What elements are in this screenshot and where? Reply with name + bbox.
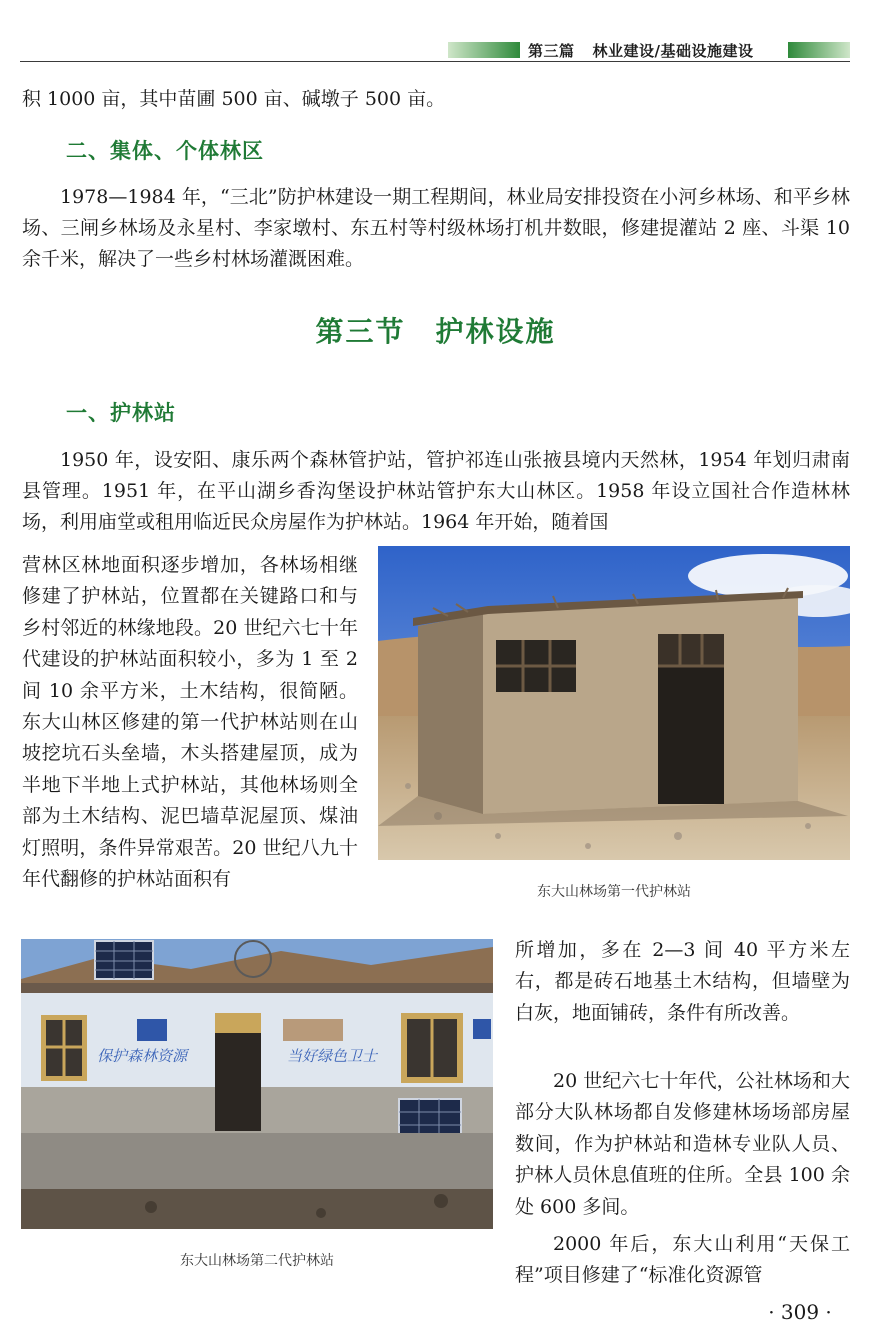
paragraph-station-history: 1950 年，设安阳、康乐两个森林管护站，管护祁连山张掖县境内天然林，1954 年划归肃南县管理。1951 年，在平山湖乡香沟堡设护林站管护东大山林区。1958 年设立国社合作造林林场，利用庙堂或租用临近民众房屋作为护林站。1964 年开始，随着国 bbox=[22, 449, 850, 533]
photo-second-generation-station bbox=[21, 939, 493, 1229]
running-header bbox=[20, 38, 850, 62]
section-body-collective: 1978—1984 年，“三北”防护林建设一期工程期间，林业局安排投资在小河乡林场、和平乡林场、三闸乡林场及永星村、李家墩村、东五村等村级林场打机井数眼，修建提灌站 2 座、斗渠 10 余千米，解决了一些乡村林场灌溉困难。 bbox=[22, 186, 850, 270]
wall-slogan-right: 当好绿色卫士 bbox=[287, 1047, 378, 1065]
photo-first-station-drawing bbox=[378, 546, 850, 860]
header-accent-bar-left bbox=[448, 42, 520, 58]
solar-panel-ground-icon bbox=[399, 1099, 461, 1137]
header-rule bbox=[20, 61, 850, 62]
header-title: 林业建设/基础设施建设 bbox=[592, 42, 754, 60]
paragraph-station-right-column: 所增加，多在 2—3 间 40 平方米左右，都是砖石地基土木结构，但墙壁为白灰，地面铺砖，条件有所改善。 bbox=[515, 939, 850, 1024]
photo-second-caption: 东大山林场第二代护林站 bbox=[180, 1253, 334, 1269]
header-part: 第三篇 bbox=[528, 42, 575, 60]
intro-line: 积 1000 亩，其中苗圃 500 亩、碱墩子 500 亩。 bbox=[22, 88, 446, 110]
page-number: · 309 · bbox=[768, 1300, 832, 1324]
wall-slogan-left: 保护森林资源 bbox=[97, 1047, 188, 1065]
paragraph-station-left-column: 营林区林地面积逐步增加，各林场相继修建了护林站，位置都在关键路口和与乡村邻近的林缘地段。20 世纪六七十年代建设的护林站面积较小，多为 1 至 2 间 10 余平方米，土木结构，很简陋。东大山林区修建的第一代护林站则在山坡挖坑石头垒墙，木头搭建屋顶，成为半地下半地上式护林站，其他林场则全部为土木结构、泥巴墙草泥屋顶、煤油灯照明，条件异常艰苦。20 世纪八九十年代翻修的护林站面积有 bbox=[22, 554, 358, 891]
solar-panel-roof-icon bbox=[95, 941, 153, 979]
photo-first-caption: 东大山林场第一代护林站 bbox=[537, 884, 691, 900]
photo-first-generation-station bbox=[378, 546, 850, 860]
photo-second-station-drawing bbox=[21, 939, 493, 1229]
header-text bbox=[528, 40, 754, 61]
chapter-title: 第三节 护林设施 bbox=[315, 315, 556, 348]
paragraph-tianbao-project: 2000 年后，东大山利用“天保工程”项目修建了“标准化资源管 bbox=[515, 1233, 850, 1287]
section-heading-collective: 二、集体、个体林区 bbox=[66, 139, 264, 163]
section-heading-station: 一、护林站 bbox=[66, 401, 176, 425]
header-accent-bar-right bbox=[788, 42, 850, 58]
paragraph-commune-stations: 20 世纪六七十年代，公社林场和大部分大队林场都自发修建林场场部房屋数间，作为护林站和造林专业队人员、护林人员休息值班的住所。全县 100 余处 600 多间。 bbox=[515, 1070, 850, 1218]
